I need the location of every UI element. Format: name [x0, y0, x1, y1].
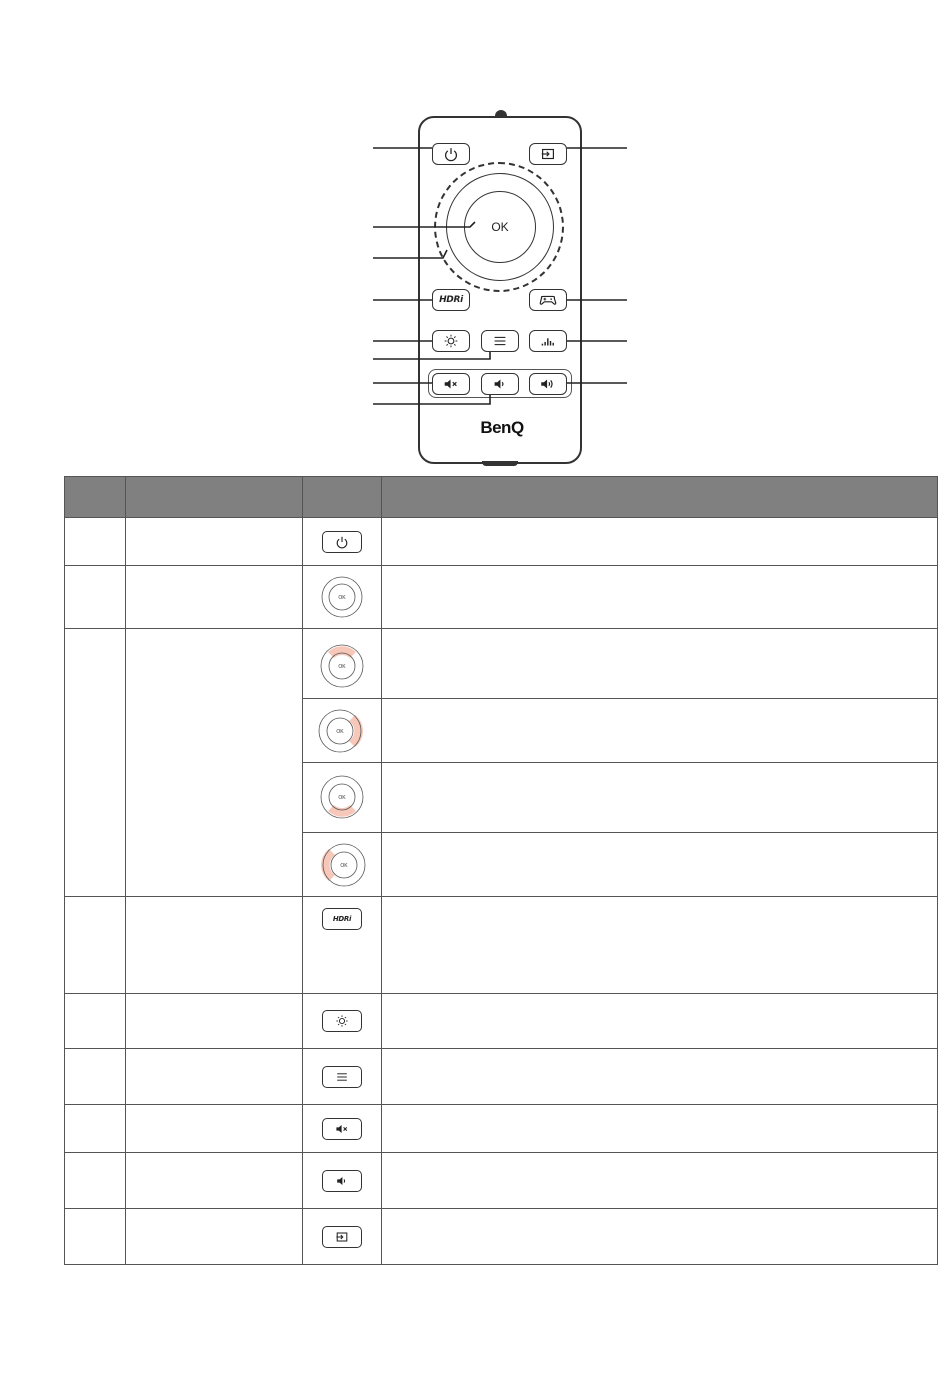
- number-cell: [65, 518, 126, 566]
- svg-text:OK: OK: [338, 595, 346, 601]
- ok-label: OK: [491, 220, 509, 234]
- header-cell-icon: [303, 477, 382, 518]
- hdr-icon: HDRi: [439, 295, 463, 305]
- svg-text:OK: OK: [340, 862, 348, 869]
- svg-text:OK: OK: [338, 794, 346, 801]
- table-row: [65, 629, 938, 699]
- header-cell-name: [126, 477, 303, 518]
- table-row: [65, 897, 938, 994]
- name-cell: [126, 629, 303, 897]
- number-cell: [65, 994, 126, 1049]
- table-row: [65, 1153, 938, 1209]
- ok-left-icon: [317, 841, 367, 889]
- table-row: [65, 518, 938, 566]
- number-cell: [65, 566, 126, 629]
- remote-function-table: [64, 476, 938, 1265]
- name-cell: [126, 897, 303, 994]
- table-row: [65, 994, 938, 1049]
- leader-menu: [373, 352, 490, 359]
- number-cell: [65, 1153, 126, 1209]
- name-cell: [126, 1209, 303, 1265]
- header-cell-number: [65, 477, 126, 518]
- table-header-row: [65, 477, 938, 518]
- name-cell: [126, 994, 303, 1049]
- description-cell: [382, 518, 938, 566]
- name-cell: [126, 518, 303, 566]
- description-cell: [382, 1209, 938, 1265]
- remote-control-diagram: [0, 0, 950, 470]
- name-cell: [126, 566, 303, 629]
- ok-down-icon: [318, 773, 366, 823]
- icon-cell: [303, 566, 382, 629]
- mute-icon: [334, 1121, 350, 1137]
- icon-cell: [303, 1105, 382, 1153]
- description-cell: [382, 897, 938, 994]
- table-row: [65, 1209, 938, 1265]
- ok-right-icon: [317, 707, 367, 755]
- number-cell: [65, 1105, 126, 1153]
- icon-cell: [303, 1153, 382, 1209]
- leader-navigation: [373, 250, 447, 258]
- icon-cell: [303, 1049, 382, 1105]
- name-cell: [126, 1105, 303, 1153]
- description-cell: [382, 1153, 938, 1209]
- leader-ok: [373, 222, 475, 227]
- power-icon: [334, 534, 350, 550]
- svg-text:OK: OK: [338, 663, 346, 670]
- description-cell: [382, 566, 938, 629]
- number-cell: [65, 1209, 126, 1265]
- number-cell: [65, 1049, 126, 1105]
- hdr-icon: HDRi: [332, 915, 352, 923]
- input-icon: [334, 1229, 350, 1245]
- description-cell: [382, 763, 938, 833]
- table-row: [65, 1049, 938, 1105]
- icon-cell: [303, 1209, 382, 1265]
- icon-cell: [303, 518, 382, 566]
- callout-leader-lines: [0, 0, 950, 470]
- icon-cell: [303, 763, 382, 833]
- number-cell: [65, 897, 126, 994]
- table-row: [65, 566, 938, 629]
- table-row: [65, 1105, 938, 1153]
- description-cell: [382, 833, 938, 897]
- volume-down-icon: [334, 1173, 350, 1189]
- description-cell: [382, 994, 938, 1049]
- name-cell: [126, 1153, 303, 1209]
- ok-icon: [320, 575, 364, 619]
- brand-logo: BenQ: [480, 418, 524, 437]
- menu-icon: [334, 1069, 350, 1085]
- icon-cell: [303, 897, 382, 994]
- svg-text:OK: OK: [336, 728, 344, 735]
- number-cell: [65, 629, 126, 897]
- icon-cell: [303, 629, 382, 699]
- ok-up-icon: [318, 640, 366, 688]
- header-cell-description: [382, 477, 938, 518]
- icon-cell: [303, 994, 382, 1049]
- description-cell: [382, 629, 938, 699]
- description-cell: [382, 1049, 938, 1105]
- name-cell: [126, 1049, 303, 1105]
- brightness-icon: [334, 1013, 350, 1029]
- description-cell: [382, 699, 938, 763]
- leader-volume-down: [373, 395, 490, 404]
- description-cell: [382, 1105, 938, 1153]
- icon-cell: [303, 699, 382, 763]
- icon-cell: [303, 833, 382, 897]
